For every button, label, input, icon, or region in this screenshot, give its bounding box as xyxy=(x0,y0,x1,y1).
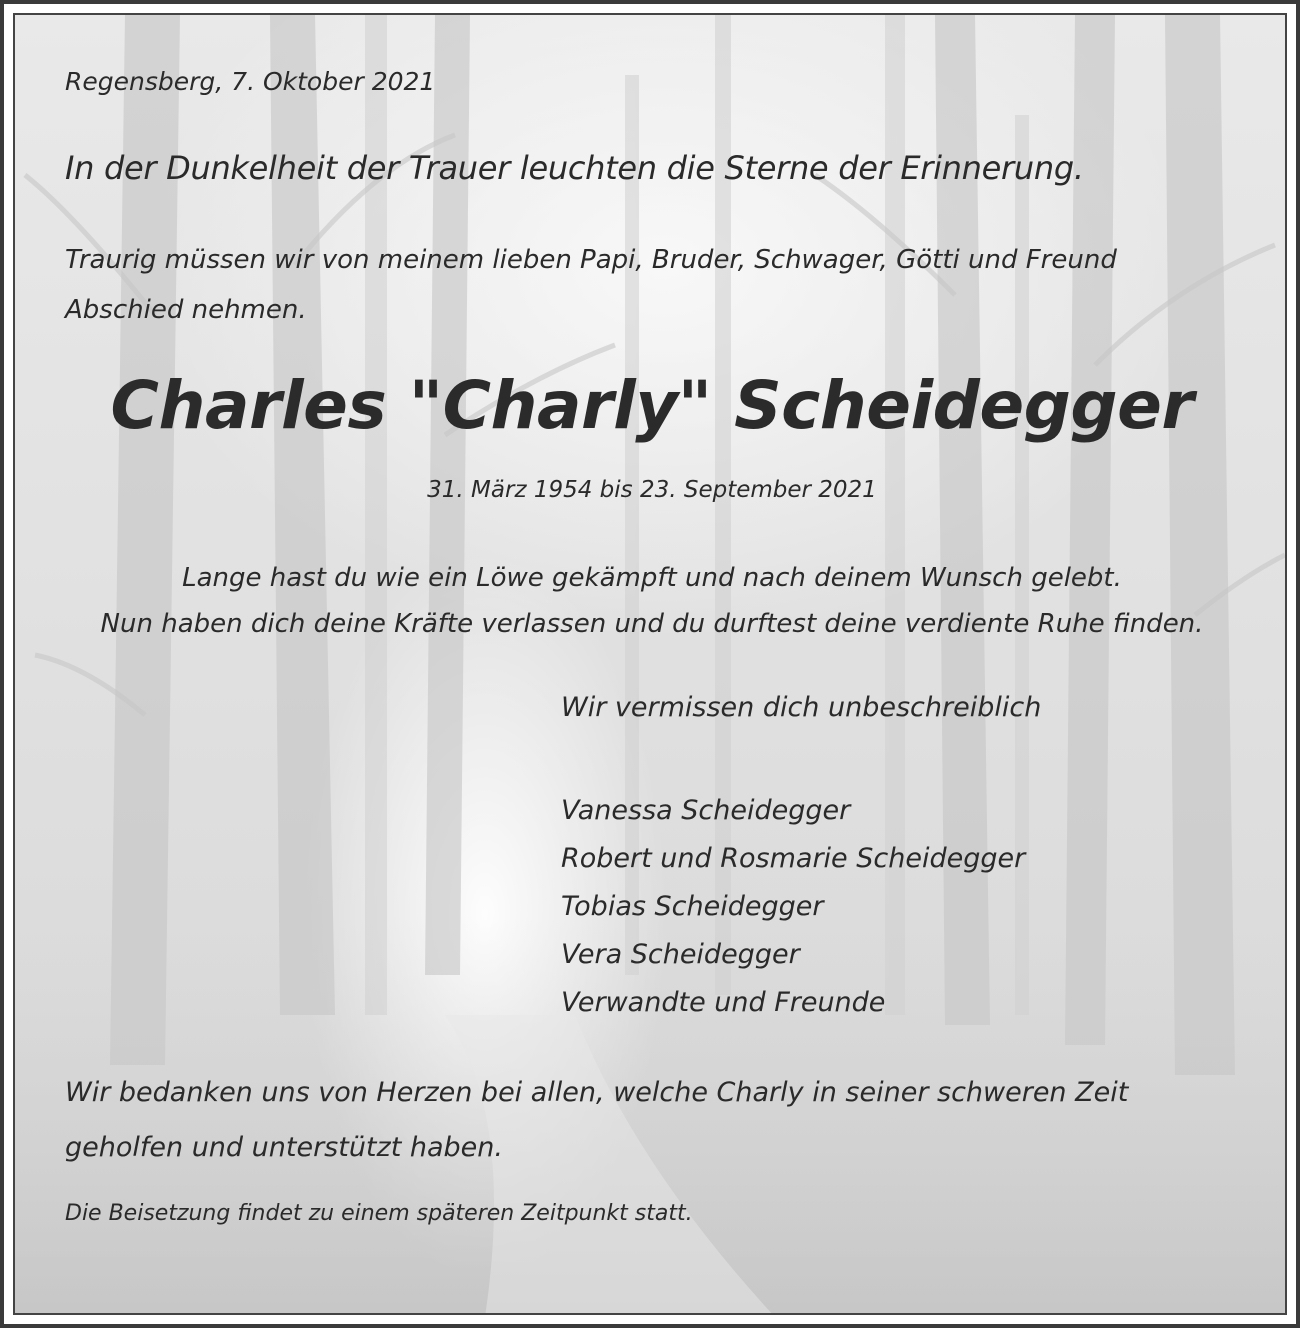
burial-note: Die Beisetzung findet zu einem späteren Zeitpunkt statt. xyxy=(65,1201,693,1226)
verse-line: Lange hast du wie ein Löwe gekämpft und nach deinem Wunsch gelebt. xyxy=(182,563,1122,593)
place-date: Regensberg, 7. Oktober 2021 xyxy=(65,67,436,96)
thanks-text: Wir bedanken uns von Herzen bei allen, welche Charly in seiner schweren Zeit geholfen und unterstützt haben. xyxy=(65,1077,1129,1163)
family-member: Tobias Scheidegger xyxy=(561,891,824,922)
family-member: Vanessa Scheidegger xyxy=(561,795,851,826)
intro-text: Traurig müssen wir von meinem lieben Papi, Bruder, Schwager, Götti und Freund Abschied nehmen. xyxy=(65,245,1117,325)
miss-line: Wir vermissen dich unbeschreiblich xyxy=(561,692,1042,723)
verse xyxy=(15,555,1287,647)
notice-content xyxy=(15,15,1287,1315)
family-member: Verwandte und Freunde xyxy=(561,987,886,1018)
family-member: Vera Scheidegger xyxy=(561,939,800,970)
motto: In der Dunkelheit der Trauer leuchten die Sterne der Erinnerung. xyxy=(65,149,1084,187)
verse-line: Nun haben dich deine Kräfte verlassen und du durftest deine verdiente Ruhe finden. xyxy=(100,609,1204,639)
life-dates: 31. März 1954 bis 23. September 2021 xyxy=(427,477,877,503)
deceased-name: Charles "Charly" Scheidegger xyxy=(110,367,1194,444)
notice-frame xyxy=(13,13,1287,1315)
family-member: Robert und Rosmarie Scheidegger xyxy=(561,843,1026,874)
family-list xyxy=(561,787,1025,1027)
